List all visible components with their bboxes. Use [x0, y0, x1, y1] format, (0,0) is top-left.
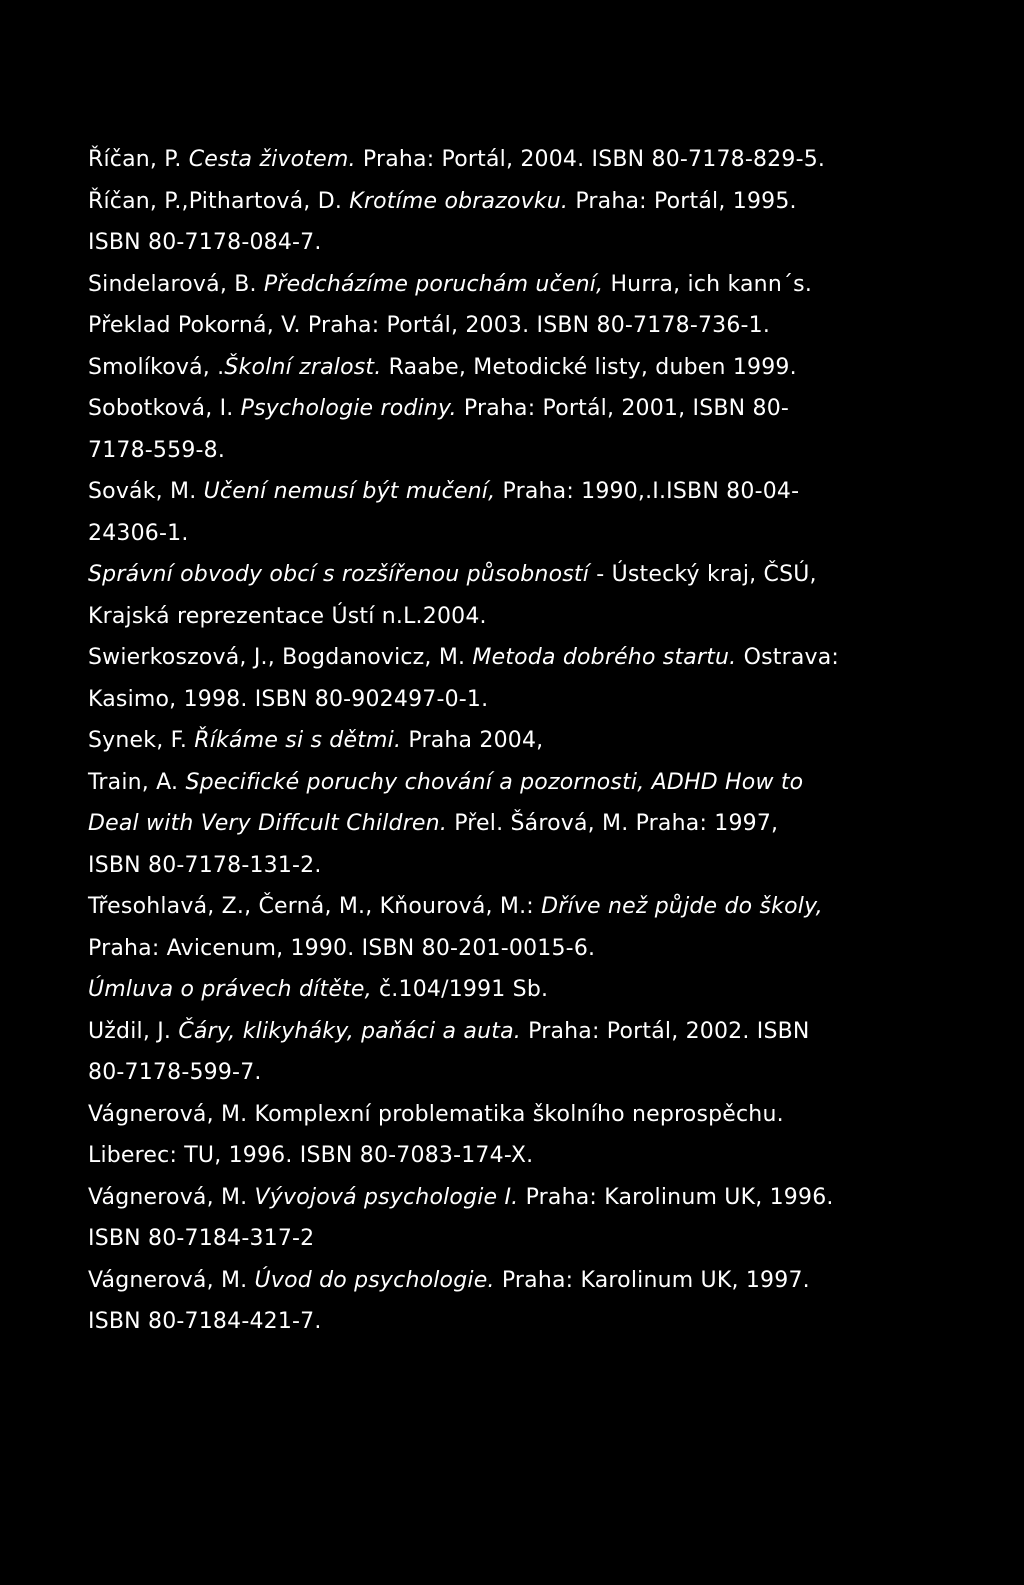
bibliography-line	[88, 347, 988, 389]
title-text: Specifické poruchy chování a pozornosti, ADHD How to	[185, 769, 804, 795]
bibliography-line	[88, 1177, 988, 1219]
title-text: Čáry, klikyháky, paňáci a auta.	[178, 1018, 521, 1044]
citation-text: Raabe, Metodické listy, duben 1999.	[381, 354, 797, 380]
citation-text: Vágnerová, M. Komplexní problematika školního neprospěchu.	[88, 1101, 784, 1127]
citation-text: Uždil, J.	[88, 1018, 179, 1044]
citation-text: ISBN 80-7178-131-2.	[88, 852, 322, 878]
bibliography-line	[88, 803, 988, 845]
bibliography-line	[88, 1260, 988, 1302]
citation-text: Vágnerová, M.	[88, 1267, 255, 1293]
bibliography-line	[88, 430, 988, 472]
citation-text: Překlad Pokorná, V. Praha: Portál, 2003. ISBN 80-7178-736-1.	[88, 313, 771, 338]
bibliography-line	[88, 1301, 988, 1343]
bibliography-line	[88, 264, 988, 306]
citation-text: 80-7178-599-7.	[88, 1060, 262, 1085]
bibliography-line	[88, 139, 988, 181]
title-text: Krotíme obrazovku.	[349, 188, 569, 214]
bibliography-line	[88, 471, 988, 513]
bibliography-line	[88, 845, 988, 887]
bibliography-line	[88, 679, 988, 721]
citation-text: Train, A.	[88, 769, 186, 795]
title-text: Úvod do psychologie.	[254, 1267, 495, 1293]
citation-text: č.104/1991 Sb.	[371, 977, 549, 1002]
title-text: Dříve než půjde do školy,	[541, 894, 823, 919]
title-text: Říkáme si s dětmi.	[194, 728, 402, 753]
bibliography-line	[88, 1218, 988, 1260]
bibliography-line	[88, 181, 988, 223]
citation-text: Smolíková, .	[88, 354, 225, 380]
citation-text: Přel. Šárová, M. Praha: 1997,	[447, 811, 779, 836]
citation-text: 24306-1.	[88, 520, 189, 546]
bibliography-list	[88, 139, 988, 1343]
citation-text: Praha 2004,	[401, 728, 544, 753]
citation-text: Vágnerová, M.	[88, 1184, 255, 1210]
citation-text: Praha: Karolinum UK, 1997.	[494, 1267, 810, 1293]
title-text: Cesta životem.	[188, 147, 356, 172]
citation-text: Sovák, M.	[88, 479, 204, 504]
citation-text: Swierkoszová, J., Bogdanovicz, M.	[88, 645, 473, 670]
title-text: Vývojová psychologie I.	[254, 1184, 519, 1210]
citation-text: Praha: Karolinum UK, 1996.	[518, 1184, 834, 1210]
title-text: Předcházíme poruchám učení,	[263, 271, 604, 297]
citation-text: Třesohlavá, Z., Černá, M., Kňourová, M.:	[88, 894, 542, 919]
title-text: Správní obvody obcí s rozšířenou působností	[88, 562, 590, 587]
bibliography-line	[88, 1135, 988, 1177]
citation-text: 7178-559-8.	[88, 437, 226, 463]
bibliography-line	[88, 513, 988, 555]
bibliography-line	[88, 222, 988, 264]
title-text: Psychologie rodiny.	[240, 396, 457, 421]
citation-text: Hurra, ich kann´s.	[603, 271, 813, 297]
citation-text: Liberec: TU, 1996. ISBN 80-7083-174-X.	[88, 1143, 534, 1168]
citation-text: Praha: Avicenum, 1990. ISBN 80-201-0015-6.	[88, 935, 596, 961]
citation-text: ISBN 80-7184-421-7.	[88, 1309, 322, 1334]
bibliography-line	[88, 1052, 988, 1094]
title-text: Deal with Very Diffcult Children.	[88, 811, 448, 836]
title-text: Úmluva o právech dítěte,	[88, 977, 372, 1002]
bibliography-line	[88, 388, 988, 430]
citation-text: Krajská reprezentace Ústí n.L.2004.	[88, 603, 487, 629]
title-text: Školní zralost.	[224, 354, 382, 380]
bibliography-line	[88, 762, 988, 804]
citation-text: ISBN 80-7184-317-2	[88, 1226, 315, 1251]
citation-text: Sindelarová, B.	[88, 271, 264, 297]
bibliography-line	[88, 928, 988, 970]
citation-text: Synek, F.	[88, 728, 195, 753]
citation-text: Praha: Portál, 2002. ISBN	[520, 1018, 810, 1044]
bibliography-line	[88, 720, 988, 762]
citation-text: ISBN 80-7178-084-7.	[88, 230, 322, 255]
bibliography-line	[88, 554, 988, 596]
citation-text: Ostrava:	[736, 645, 840, 670]
citation-text: Praha: Portál, 2001, ISBN 80-	[456, 396, 790, 421]
bibliography-line	[88, 886, 988, 928]
citation-text: Říčan, P.	[88, 147, 189, 172]
title-text: Učení nemusí být mučení,	[203, 479, 496, 504]
bibliography-line	[88, 1011, 988, 1053]
bibliography-line	[88, 637, 988, 679]
citation-text: Praha: Portál, 2004. ISBN 80-7178-829-5.	[355, 147, 826, 172]
bibliography-line	[88, 596, 988, 638]
bibliography-line	[88, 1094, 988, 1136]
bibliography-line	[88, 969, 988, 1011]
bibliography-line	[88, 305, 988, 347]
citation-text: Praha: Portál, 1995.	[568, 188, 797, 214]
citation-text: - Ústecký kraj, ČSÚ,	[589, 562, 817, 587]
citation-text: Sobotková, I.	[88, 396, 241, 421]
citation-text: Říčan, P.,Pithartová, D.	[88, 188, 350, 214]
title-text: Metoda dobrého startu.	[472, 645, 737, 670]
citation-text: Praha: 1990,.I.ISBN 80-04-	[495, 479, 800, 504]
citation-text: Kasimo, 1998. ISBN 80-902497-0-1.	[88, 686, 489, 712]
